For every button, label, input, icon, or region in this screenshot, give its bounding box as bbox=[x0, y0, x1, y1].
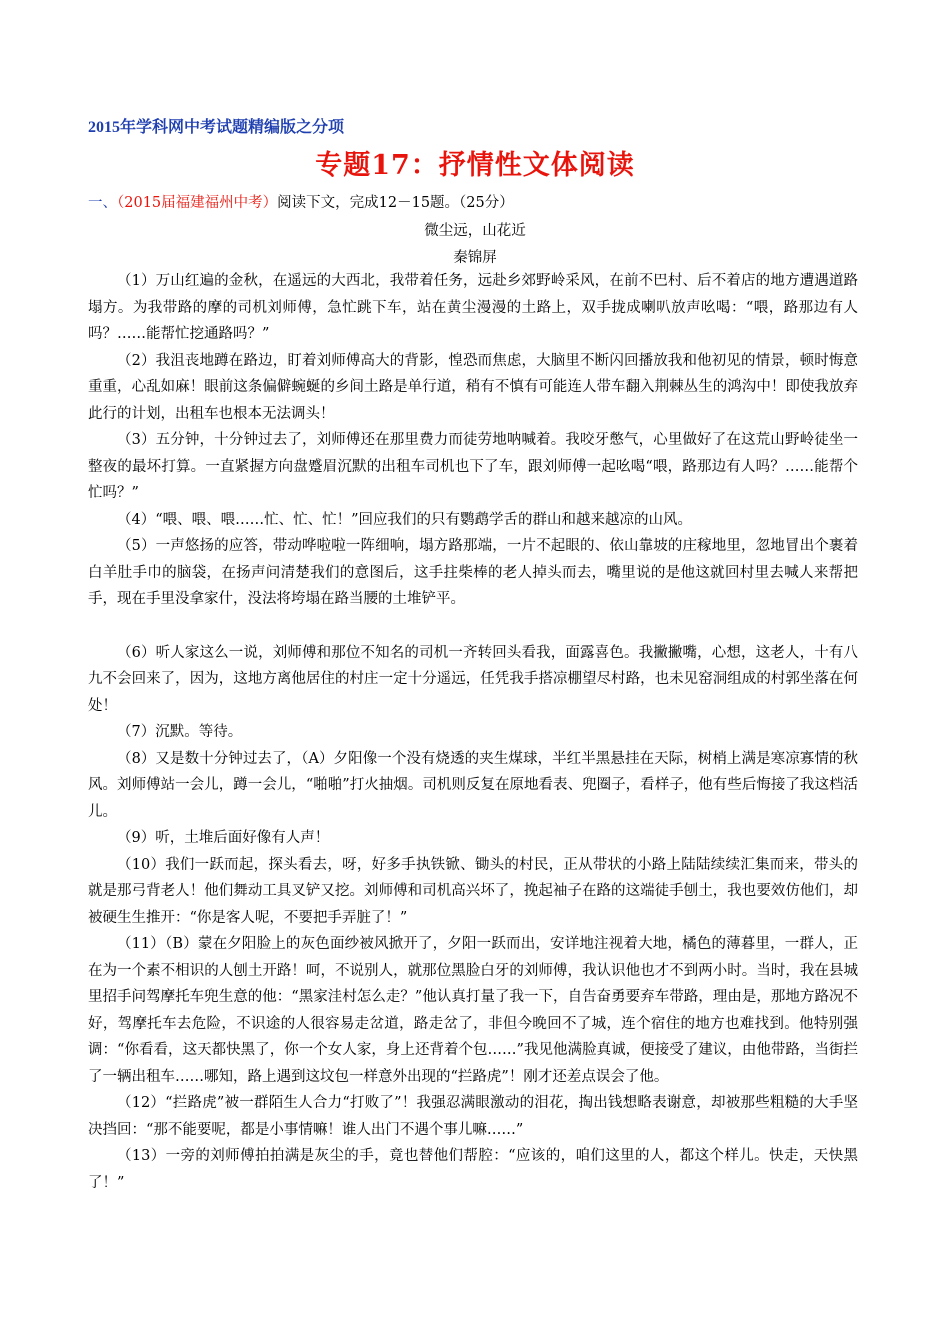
paragraph: （10）我们一跃而起，探头看去，呀，好多手执铁锨、锄头的村民，正从带状的小路上陆陆续续汇集而来，带头的就是那弓背老人！他们舞动工具叉铲又挖。刘师傅和司机高兴坏了，挽起袖子在路的这端徒手刨土，我也要效仿他们，却被硬生生推开：“你是客人呢，不要把手弄脏了！” bbox=[88, 856, 858, 926]
paragraph: （4）“喂、喂、喂……忙、忙、忙！”回应我们的只有鹦鹉学舌的群山和越来越凉的山风。 bbox=[117, 511, 693, 528]
question-number: 一、 bbox=[88, 195, 117, 211]
story-author: 秦锦屏 bbox=[453, 250, 497, 266]
paragraph: （2）我沮丧地蹲在路边，盯着刘师傅高大的背影，惶恐而焦虑，大脑里不断闪回播放我和他初见的情景，顿时悔意重重，心乱如麻！眼前这条偏僻蜿蜒的乡间土路是单行道，稍有不慎有可能连人带车翻入荆棘丛生的鸿沟中！即使我放弃此行的计划，出租车也根本无法调头！ bbox=[88, 352, 858, 422]
paragraph: （9）听，土堆后面好像有人声！ bbox=[117, 830, 330, 846]
story-body bbox=[88, 268, 858, 1196]
paragraph: （6）听人家这么一说，刘师傅和那位不知名的司机一齐转回头看我，面露喜色。我撇撇嘴，心想，这老人，十有八九不会回来了，因为，这地方离他居住的村庄一定十分遥远，任凭我手搭凉棚望尽村路，也未见窑洞组成的村郭坐落在何处！ bbox=[88, 644, 858, 714]
paragraph: （8）又是数十分钟过去了，（A）夕阳像一个没有烧透的夹生煤球，半红半黑悬挂在天际，树梢上满是寒凉寡情的秋风。刘师傅站一会儿，蹲一会儿，“啪啪”打火抽烟。司机则反复在原地看表、兜圈子，看样子，他有些后悔接了我这档活儿。 bbox=[88, 750, 858, 820]
question-line bbox=[88, 191, 514, 212]
paragraph: （13）一旁的刘师傅拍拍满是灰尘的手，竟也替他们帮腔：“应该的，咱们这里的人，都这个样儿。快走，天快黑了！” bbox=[88, 1148, 858, 1191]
paragraph: （1）万山红遍的金秋，在遥远的大西北，我带着任务，远赴乡郊野岭采风，在前不巴村、后不着店的地方遭遇道路塌方。为我带路的摩的司机刘师傅，急忙跳下车，站在黄尘漫漫的土路上，双手拢成喇叭放声吆喝：“喂，路那边有人吗？……能帮忙挖通路吗？” bbox=[88, 273, 858, 342]
question-source: （2015届福建福州中考） bbox=[117, 195, 278, 211]
paragraph: （5）一声悠扬的应答，带动哗啦啦一阵细响，塌方路那端，一片不起眼的、依山靠坡的庄稼地里，忽地冒出个裹着白羊肚手巾的脑袋，在扬声问清楚我们的意图后，这手拄柴棒的老人掉头而去，嘴里说的是他这就回村里去喊人来帮把手，现在手里没拿家什，没法将垮塌在路当腰的土堆铲平。 bbox=[88, 538, 858, 607]
paragraph: （11）（B）蒙在夕阳脸上的灰色面纱被风掀开了，夕阳一跃而出，安详地注视着大地，橘色的薄暮里，一群人，正在为一个素不相识的人刨土开路！呵，不说别人，就那位黑脸白牙的刘师傅，我认识他也才不到两小时。当时，我在县城里招手问驾摩托车兜生意的他：“黑家洼村怎么走？”他认真打量了我一下，自告奋勇要弃车带路，理由是，那地方路况不好，驾摩托车去危险，不识途的人很容易走岔道，路走岔了，非但今晚回不了城，连个宿住的地方也难找到。他特别强调：“你看看，这天都快黑了，你一个女人家，身上还背着个包……”我见他满脸真诚，便接受了建议，由他带路，当街拦了一辆出租车……哪知，路上遇到这坟包一样意外出现的“拦路虎”！刚才还差点误会了他。 bbox=[88, 936, 858, 1085]
paragraph: （7）沉默。等待。 bbox=[117, 724, 243, 740]
series-heading: 2015年学科网中考试题精编版之分项 bbox=[88, 119, 345, 136]
page-title: 专题17：抒情性文体阅读 bbox=[315, 150, 635, 181]
paragraph: （3）五分钟，十分钟过去了，刘师傅还在那里费力而徒劳地呐喊着。我咬牙憋气，心里做好了在这荒山野岭徒坐一整夜的最坏打算。一直紧握方向盘蹙眉沉默的出租车司机也下了车，跟刘师傅一起吆喝“喂，路那边有人吗？……能帮个忙吗？” bbox=[88, 432, 858, 501]
story-title: 微尘远，山花近 bbox=[424, 223, 526, 239]
question-instruction: 阅读下文，完成12－15题。（25分） bbox=[277, 195, 514, 211]
paragraph: （12）“拦路虎”被一群陌生人合力“打败了”！我强忍满眼激动的泪花，掏出钱想略表谢意，却被那些粗糙的大手坚决挡回：“那不能要呢，都是小事情嘛！谁人出门不遇个事儿嘛……” bbox=[88, 1095, 858, 1138]
